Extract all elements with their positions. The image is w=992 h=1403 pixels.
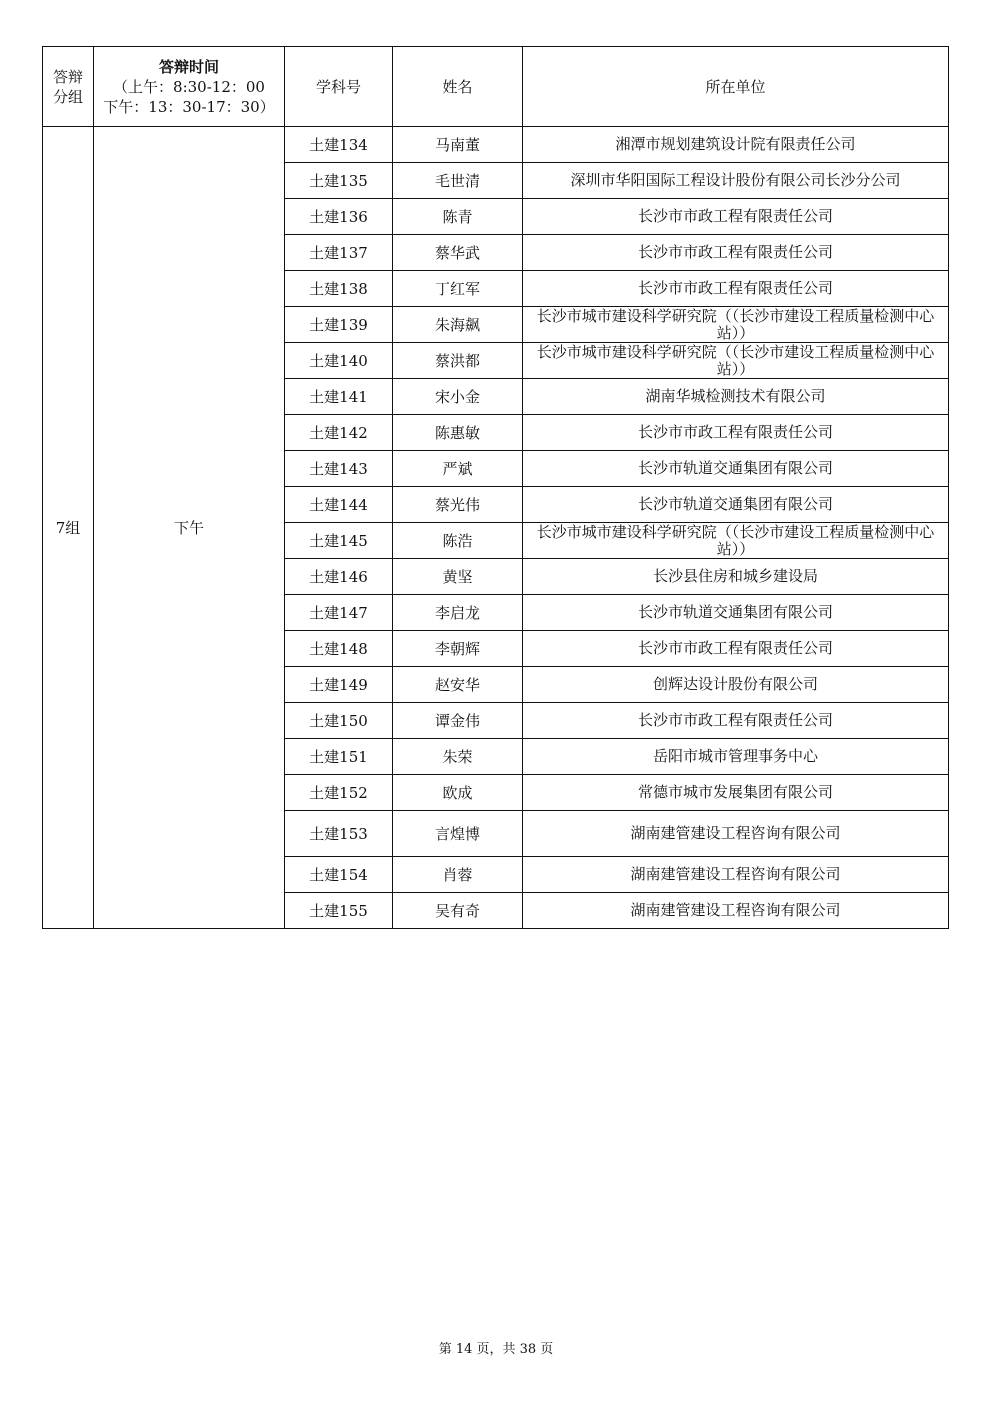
name-cell: 陈青 [393,199,523,235]
unit-cell [523,271,949,307]
name-cell: 谭金伟 [393,703,523,739]
name-cell: 陈浩 [393,523,523,559]
unit-cell [523,775,949,811]
unit-text: 长沙市市政工程有限责任公司 [637,279,833,297]
unit-text: 长沙市市政工程有限责任公司 [637,423,833,441]
subject-no-cell: 土建149 [285,667,393,703]
unit-text: 湘潭市规划建筑设计院有限责任公司 [615,135,856,153]
schedule-table [42,46,949,929]
table-row [43,127,949,163]
subject-no-cell: 土建134 [285,127,393,163]
unit-text: 长沙市市政工程有限责任公司 [637,207,833,225]
unit-text: 长沙市城市建设科学研究院（（长沙市建设工程质量检测中心站）） [536,306,935,342]
header-time [94,47,285,127]
header-name: 姓名 [393,47,523,127]
unit-cell [523,415,949,451]
name-cell: 吴有奇 [393,893,523,929]
subject-no-cell: 土建140 [285,343,393,379]
unit-text: 常德市城市发展集团有限公司 [637,783,833,801]
unit-text: 湖南建管建设工程咨询有限公司 [630,824,841,842]
unit-text: 长沙市城市建设科学研究院（（长沙市建设工程质量检测中心站）） [536,522,935,558]
unit-cell [523,523,949,559]
unit-cell [523,127,949,163]
name-cell: 欧成 [393,775,523,811]
subject-no-cell: 土建155 [285,893,393,929]
header-time-pm: 下午：13：30-17：30） [103,97,275,116]
subject-no-cell: 土建135 [285,163,393,199]
time-cell: 下午 [94,127,285,929]
subject-no-cell: 土建141 [285,379,393,415]
unit-text: 湖南建管建设工程咨询有限公司 [630,865,841,883]
unit-cell [523,811,949,857]
subject-no-cell: 土建150 [285,703,393,739]
unit-text: 长沙市市政工程有限责任公司 [637,711,833,729]
header-unit: 所在单位 [523,47,949,127]
unit-cell [523,379,949,415]
header-time-title: 答辩时间 [158,57,219,76]
name-cell: 肖蓉 [393,857,523,893]
name-cell: 言煌博 [393,811,523,857]
subject-no-cell: 土建139 [285,307,393,343]
unit-text: 长沙市市政工程有限责任公司 [637,639,833,657]
subject-no-cell: 土建143 [285,451,393,487]
name-cell: 陈惠敏 [393,415,523,451]
unit-cell [523,631,949,667]
subject-no-cell: 土建145 [285,523,393,559]
name-cell: 蔡洪都 [393,343,523,379]
subject-no-cell: 土建154 [285,857,393,893]
name-cell: 黄坚 [393,559,523,595]
name-cell: 丁红军 [393,271,523,307]
name-cell: 蔡光伟 [393,487,523,523]
unit-text: 长沙市城市建设科学研究院（（长沙市建设工程质量检测中心站）） [536,342,935,378]
table-body [43,127,949,929]
name-cell: 严斌 [393,451,523,487]
name-cell: 马南董 [393,127,523,163]
name-cell: 赵安华 [393,667,523,703]
page-footer: 第 14 页，共 38 页 [438,1342,554,1357]
name-cell: 朱海飙 [393,307,523,343]
name-cell: 宋小金 [393,379,523,415]
subject-no-cell: 土建138 [285,271,393,307]
name-cell: 李朝辉 [393,631,523,667]
unit-cell [523,487,949,523]
subject-no-cell: 土建151 [285,739,393,775]
unit-text: 湖南建管建设工程咨询有限公司 [630,901,841,919]
header-row [43,47,949,127]
subject-no-cell: 土建136 [285,199,393,235]
unit-cell [523,703,949,739]
unit-cell [523,235,949,271]
unit-text: 长沙市轨道交通集团有限公司 [637,495,833,513]
unit-cell [523,559,949,595]
name-cell: 李启龙 [393,595,523,631]
subject-no-cell: 土建146 [285,559,393,595]
name-cell: 蔡华武 [393,235,523,271]
name-cell: 毛世清 [393,163,523,199]
unit-text: 岳阳市城市管理事务中心 [652,747,818,765]
unit-cell [523,893,949,929]
unit-cell [523,163,949,199]
unit-text: 长沙市轨道交通集团有限公司 [637,459,833,477]
subject-no-cell: 土建144 [285,487,393,523]
subject-no-cell: 土建147 [285,595,393,631]
unit-text: 长沙市轨道交通集团有限公司 [637,603,833,621]
header-group: 答辩分组 [43,47,94,127]
subject-no-cell: 土建142 [285,415,393,451]
unit-cell [523,857,949,893]
unit-text: 长沙市市政工程有限责任公司 [637,243,833,261]
unit-cell [523,199,949,235]
unit-cell [523,595,949,631]
unit-text: 深圳市华阳国际工程设计股份有限公司长沙分公司 [570,171,901,189]
unit-cell [523,451,949,487]
unit-cell [523,667,949,703]
unit-text: 长沙县住房和城乡建设局 [652,567,818,585]
subject-no-cell: 土建137 [285,235,393,271]
group-cell: 7组 [43,127,94,929]
unit-text: 创辉达设计股份有限公司 [652,675,818,693]
name-cell: 朱荣 [393,739,523,775]
unit-cell [523,307,949,343]
subject-no-cell: 土建148 [285,631,393,667]
header-time-am: （上午：8:30-12：00 [113,77,265,96]
unit-text: 湖南华城检测技术有限公司 [645,387,826,405]
header-subject-no: 学科号 [285,47,393,127]
unit-cell [523,343,949,379]
subject-no-cell: 土建152 [285,775,393,811]
subject-no-cell: 土建153 [285,811,393,857]
unit-cell [523,739,949,775]
